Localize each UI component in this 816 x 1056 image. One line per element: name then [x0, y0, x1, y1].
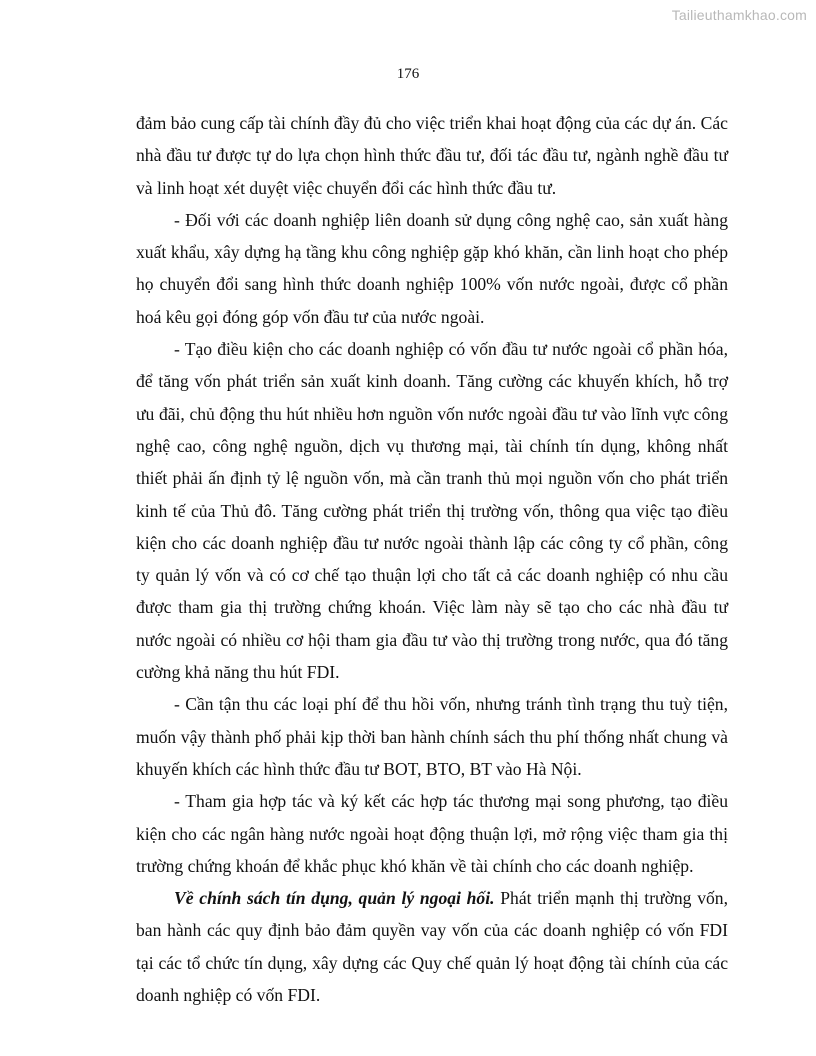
paragraph-credit-text: Phát triển mạnh thị trường vốn, ban hành các quy định bảo đảm quyền vay vốn của các doanh nghiệp có vốn FDI tại các tổ chức tín dụng, xây dựng các Quy chế quản lý hoạt động tài chính của các doanh nghiệp có vốn FDI. [136, 888, 728, 1006]
document-body [136, 107, 728, 1011]
paragraph-continuation: đảm bảo cung cấp tài chính đầy đủ cho việc triển khai hoạt động của các dự án. Các nhà đầu tư được tự do lựa chọn hình thức đầu tư, đối tác đầu tư, ngành nghề đầu tư và linh hoạt xét duyệt việc chuyển đổi các hình thức đầu tư. [136, 113, 728, 198]
paragraph-equitization: - Tạo điều kiện cho các doanh nghiệp có vốn đầu tư nước ngoài cổ phần hóa, để tăng vốn phát triển sản xuất kinh doanh. Tăng cường các khuyến khích, hỗ trợ ưu đãi, chủ động thu hút nhiều hơn nguồn vốn nước ngoài đầu tư vào lĩnh vực công nghệ cao, công nghệ nguồn, dịch vụ thương mại, tài chính tín dụng, không nhất thiết phải ấn định tỷ lệ nguồn vốn, mà cần tranh thủ mọi nguồn vốn cho phát triển kinh tế của Thủ đô. Tăng cường phát triển thị trường vốn, thông qua việc tạo điều kiện cho các doanh nghiệp đầu tư nước ngoài thành lập các công ty cổ phần, công ty quản lý vốn và có cơ chế tạo thuận lợi cho tất cả các doanh nghiệp có nhu cầu được tham gia thị trường chứng khoán. Việc làm này sẽ tạo cho các nhà đầu tư nước ngoài có nhiều cơ hội tham gia đầu tư vào thị trường trong nước, qua đó tăng cường khả năng thu hút FDI. [136, 339, 728, 683]
paragraph-lead-heading: Về chính sách tín dụng, quản lý ngoại hối. [174, 888, 495, 909]
page-number: 176 [396, 66, 420, 82]
paragraph-joint-ventures: - Đối với các doanh nghiệp liên doanh sử dụng công nghệ cao, sản xuất hàng xuất khẩu, xây dựng hạ tầng khu công nghiệp gặp khó khăn, cần linh hoạt cho phép họ chuyển đổi sang hình thức doanh nghiệp 100% vốn nước ngoài, được cổ phần hoá kêu gọi đóng góp vốn đầu tư của nước ngoài. [136, 209, 728, 327]
paragraph-fees: - Cần tận thu các loại phí để thu hồi vốn, nhưng tránh tình trạng thu tuỳ tiện, muốn vậy thành phố phải kịp thời ban hành chính sách thu phí thống nhất chung và khuyến khích các hình thức đầu tư BOT, BTO, BT vào Hà Nội. [136, 694, 728, 779]
paragraph-credit-policy [136, 882, 728, 1011]
watermark-text: Tailieuthamkhao.com [671, 7, 807, 23]
paragraph-cooperation: - Tham gia hợp tác và ký kết các hợp tác thương mại song phương, tạo điều kiện cho các ngân hàng nước ngoài hoạt động thuận lợi, mở rộng việc tham gia thị trường chứng khoán để khắc phục khó khăn về tài chính cho các doanh nghiệp. [136, 791, 728, 876]
